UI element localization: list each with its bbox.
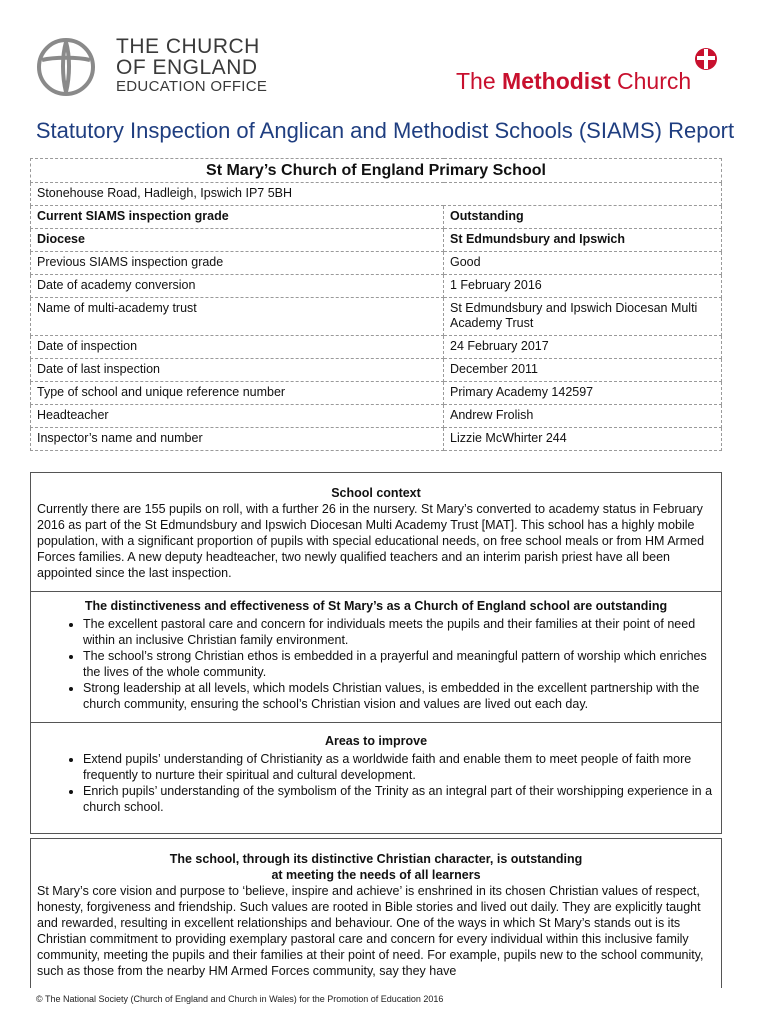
row-label: Inspector’s name and number — [31, 428, 444, 451]
table-row — [31, 382, 722, 405]
christian-character-heading-line2: at meeting the needs of all learners — [271, 868, 481, 882]
table-row — [31, 359, 722, 382]
distinctiveness-list — [37, 616, 715, 712]
row-value: Andrew Frolish — [444, 405, 722, 428]
report-title: Statutory Inspection of Anglican and Methodist Schools (SIAMS) Report — [35, 118, 735, 143]
table-row — [31, 252, 722, 275]
christian-character-heading — [37, 851, 715, 883]
methodist-logo-prefix: The — [456, 68, 503, 94]
table-row — [31, 405, 722, 428]
methodist-logo-text — [456, 68, 691, 95]
christian-character-box — [30, 838, 722, 988]
row-label: Headteacher — [31, 405, 444, 428]
row-label: Diocese — [31, 229, 444, 252]
coe-logo-line1: THE CHURCH — [116, 35, 260, 58]
coe-logo-line2: OF ENGLAND — [116, 56, 258, 79]
row-label: Type of school and unique reference number — [31, 382, 444, 405]
report-summary-box — [30, 472, 722, 834]
row-value: December 2011 — [444, 359, 722, 382]
row-label: Current SIAMS inspection grade — [31, 206, 444, 229]
areas-to-improve-list — [37, 751, 715, 815]
coe-logo — [36, 36, 276, 96]
list-item: • The school’s strong Christian ethos is embedded in a prayerful and meaningful pattern of worship which enriches the lives of the whole community. — [83, 648, 715, 680]
list-item: • The excellent pastoral care and concern for individuals meets the pupils and their families at their point of need within an inclusive Christian family environment. — [83, 616, 715, 648]
school-info-table — [30, 158, 722, 451]
row-label: Date of last inspection — [31, 359, 444, 382]
methodist-logo — [456, 46, 726, 96]
school-address: Stonehouse Road, Hadleigh, Ipswich IP7 5BH — [31, 183, 722, 206]
christian-character-heading-line1: The school, through its distinctive Christian character, is outstanding — [169, 852, 583, 866]
school-name-row — [31, 159, 722, 183]
table-row — [31, 229, 722, 252]
areas-to-improve-section — [31, 722, 721, 825]
address-row — [31, 183, 722, 206]
school-context-body: Currently there are 155 pupils on roll, with a further 26 in the nursery. St Mary’s converted to academy status in February 2016 as part of the St Edmundsbury and Ipswich Diocesan Multi Academy Trust [MAT]. This school has a highly mobile population, with a significant proportion of pupils with special educational needs, on free school meals or from HM Armed Forces families. A new deputy headteacher, two newly qualified teachers and an interim parish priest have all been appointed since the last inspection. — [37, 502, 705, 580]
list-item: • Strong leadership at all levels, which models Christian values, is embedded in the excellent partnership with the church community, ensuring the school’s Christian vision and values are lived out each day. — [83, 680, 715, 712]
school-context-heading: School context — [331, 486, 421, 500]
coe-cross-icon — [36, 36, 100, 98]
table-row — [31, 336, 722, 359]
christian-character-section — [31, 839, 721, 979]
table-row — [31, 275, 722, 298]
methodist-cross-flame-icon — [694, 46, 718, 72]
row-value: 1 February 2016 — [444, 275, 722, 298]
distinctiveness-heading: The distinctiveness and effectiveness of St Mary’s as a Church of England school are outstanding — [84, 599, 668, 613]
methodist-logo-bold: Methodist — [502, 68, 611, 94]
row-value: Primary Academy 142597 — [444, 382, 722, 405]
row-value: Good — [444, 252, 722, 275]
row-label: Date of inspection — [31, 336, 444, 359]
areas-to-improve-heading: Areas to improve — [324, 734, 428, 748]
copyright-footer: © The National Society (Church of England and Church in Wales) for the Promotion of Education 2016 — [36, 994, 444, 1004]
school-context-section — [31, 473, 721, 591]
methodist-logo-suffix: Church — [610, 68, 692, 94]
row-value: Lizzie McWhirter 244 — [444, 428, 722, 451]
row-value: St Edmundsbury and Ipswich — [444, 229, 722, 252]
table-row — [31, 206, 722, 229]
row-value: Outstanding — [444, 206, 722, 229]
list-item: • Extend pupils’ understanding of Christianity as a worldwide faith and enable them to meet people of faith more frequently to nurture their spiritual and cultural development. — [83, 751, 715, 783]
table-row — [31, 298, 722, 336]
row-value: St Edmundsbury and Ipswich Diocesan Multi Academy Trust — [444, 298, 722, 336]
row-value: 24 February 2017 — [444, 336, 722, 359]
table-row — [31, 428, 722, 451]
coe-logo-line3: EDUCATION OFFICE — [116, 78, 268, 95]
row-label: Previous SIAMS inspection grade — [31, 252, 444, 275]
list-item: • Enrich pupils’ understanding of the symbolism of the Trinity as an integral part of their worshipping experience in a church school. — [83, 783, 715, 815]
school-name: St Mary’s Church of England Primary School — [31, 159, 722, 183]
row-label: Name of multi-academy trust — [31, 298, 444, 336]
christian-character-body: St Mary’s core vision and purpose to ‘believe, inspire and achieve’ is enshrined in its chosen Christian values of respect, honesty, forgiveness and friendship. Such values are rooted in Bible stories and lived out daily. They are explicitly taught and rewarded, resulting in excellent relationships and behaviour. One of the ways in which St Mary’s stands out is its Christian commitment to providing exemplary pastoral care and concern for every individual within this inclusive family community, meeting the pupils and their families at their point of need. For example, pupils new to the school community, such as those from the nearby HM Armed Forces community, say they have — [37, 884, 704, 978]
distinctiveness-section — [31, 591, 721, 722]
row-label: Date of academy conversion — [31, 275, 444, 298]
